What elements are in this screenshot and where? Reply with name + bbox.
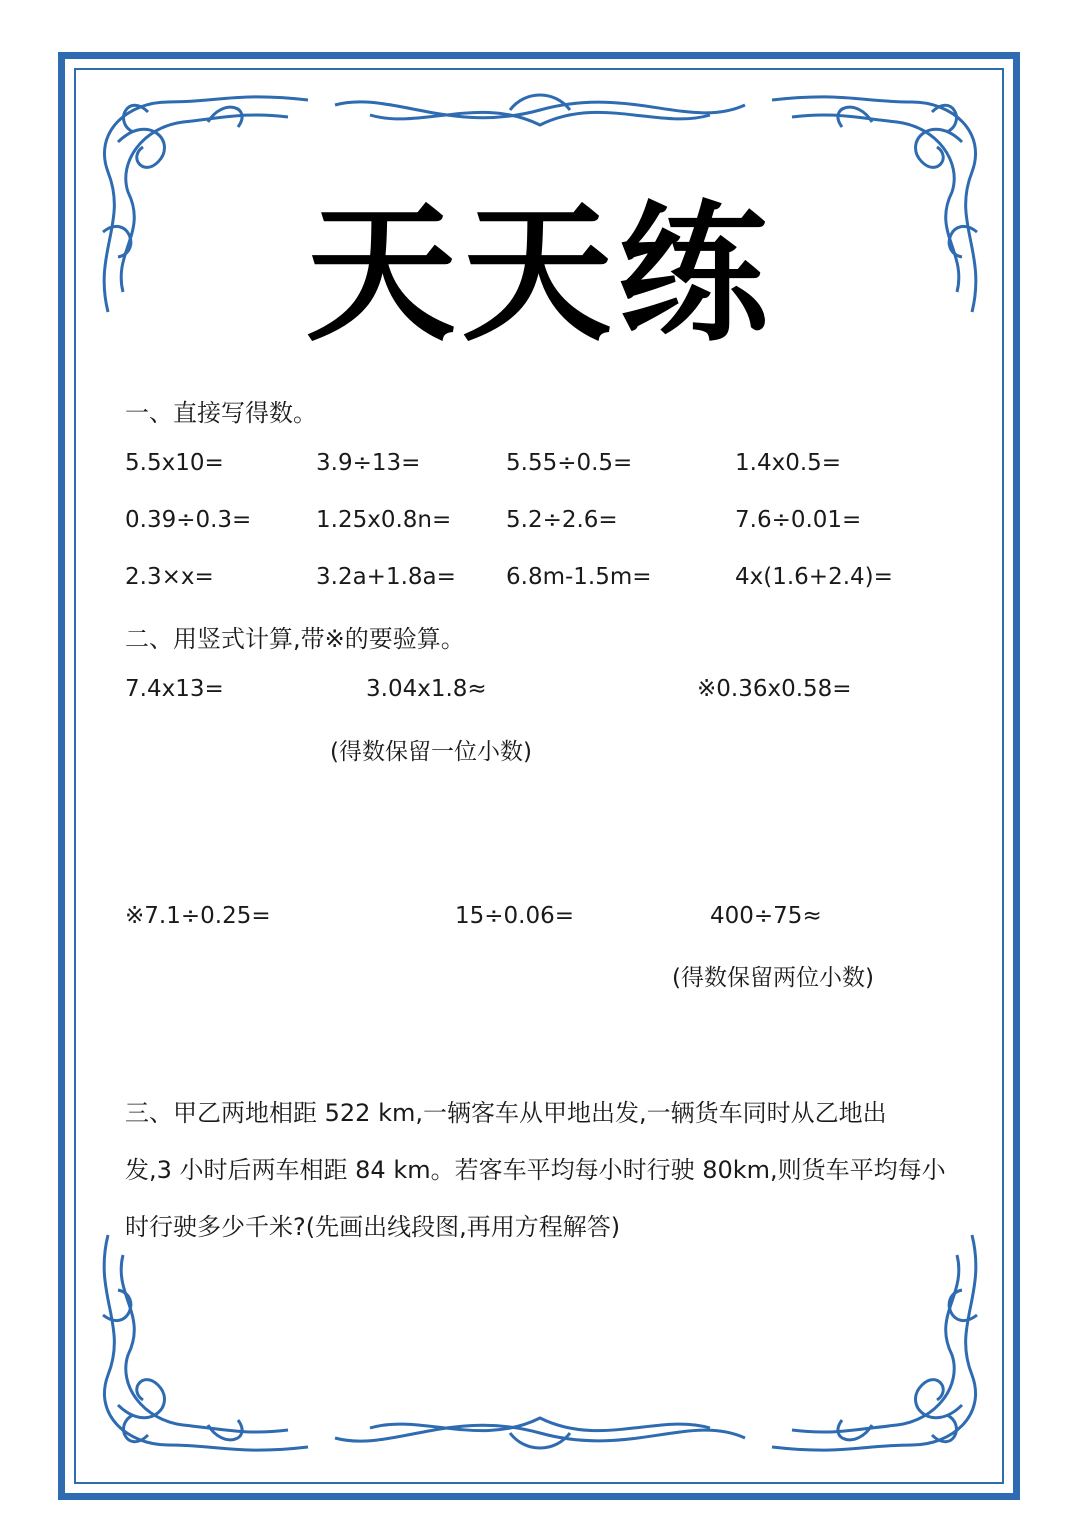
problem-1-8: 7.6÷0.01= — [735, 507, 862, 533]
problem-1-2: 3.9÷13= — [316, 450, 421, 476]
bottom-left-corner-ornament — [88, 1225, 318, 1465]
rounding-note-1: (得数保留一位小数) — [330, 739, 532, 765]
bottom-center-ornament — [330, 1403, 750, 1458]
problem-1-10: 3.2a+1.8a= — [316, 564, 456, 590]
problem-1-4: 1.4x0.5= — [735, 450, 842, 476]
problem-2-2: 3.04x1.8≈ — [366, 676, 487, 702]
page-title: 天天练 — [305, 188, 774, 362]
problem-2-4: ※7.1÷0.25= — [125, 903, 271, 929]
problem-1-11: 6.8m-1.5m= — [506, 564, 652, 590]
bottom-right-corner-ornament — [762, 1225, 992, 1465]
problem-2-6: 400÷75≈ — [710, 903, 822, 929]
word-problem — [125, 1085, 975, 1256]
word-problem-line-1: 三、甲乙两地相距 522 km,一辆客车从甲地出发,一辆货车同时从乙地出 — [125, 1099, 887, 1127]
problem-2-3: ※0.36x0.58= — [697, 676, 852, 702]
problem-1-1: 5.5x10= — [125, 450, 224, 476]
rounding-note-2: (得数保留两位小数) — [672, 965, 874, 991]
word-problem-line-3: 时行驶多少千米?(先画出线段图,再用方程解答) — [125, 1213, 621, 1241]
section1-heading: 一、直接写得数。 — [125, 399, 317, 427]
top-center-ornament — [330, 85, 750, 140]
problem-1-12: 4x(1.6+2.4)= — [735, 564, 893, 590]
problem-1-7: 5.2÷2.6= — [506, 507, 618, 533]
problem-1-6: 1.25x0.8n= — [316, 507, 452, 533]
problem-2-1: 7.4x13= — [125, 676, 224, 702]
problem-1-3: 5.55÷0.5= — [506, 450, 633, 476]
problem-1-5: 0.39÷0.3= — [125, 507, 252, 533]
section2-heading: 二、用竖式计算,带※的要验算。 — [125, 625, 465, 653]
word-problem-line-2: 发,3 小时后两车相距 84 km。若客车平均每小时行驶 80km,则货车平均每小 — [125, 1156, 946, 1184]
problem-1-9: 2.3×x= — [125, 564, 214, 590]
problem-2-5: 15÷0.06= — [455, 903, 575, 929]
